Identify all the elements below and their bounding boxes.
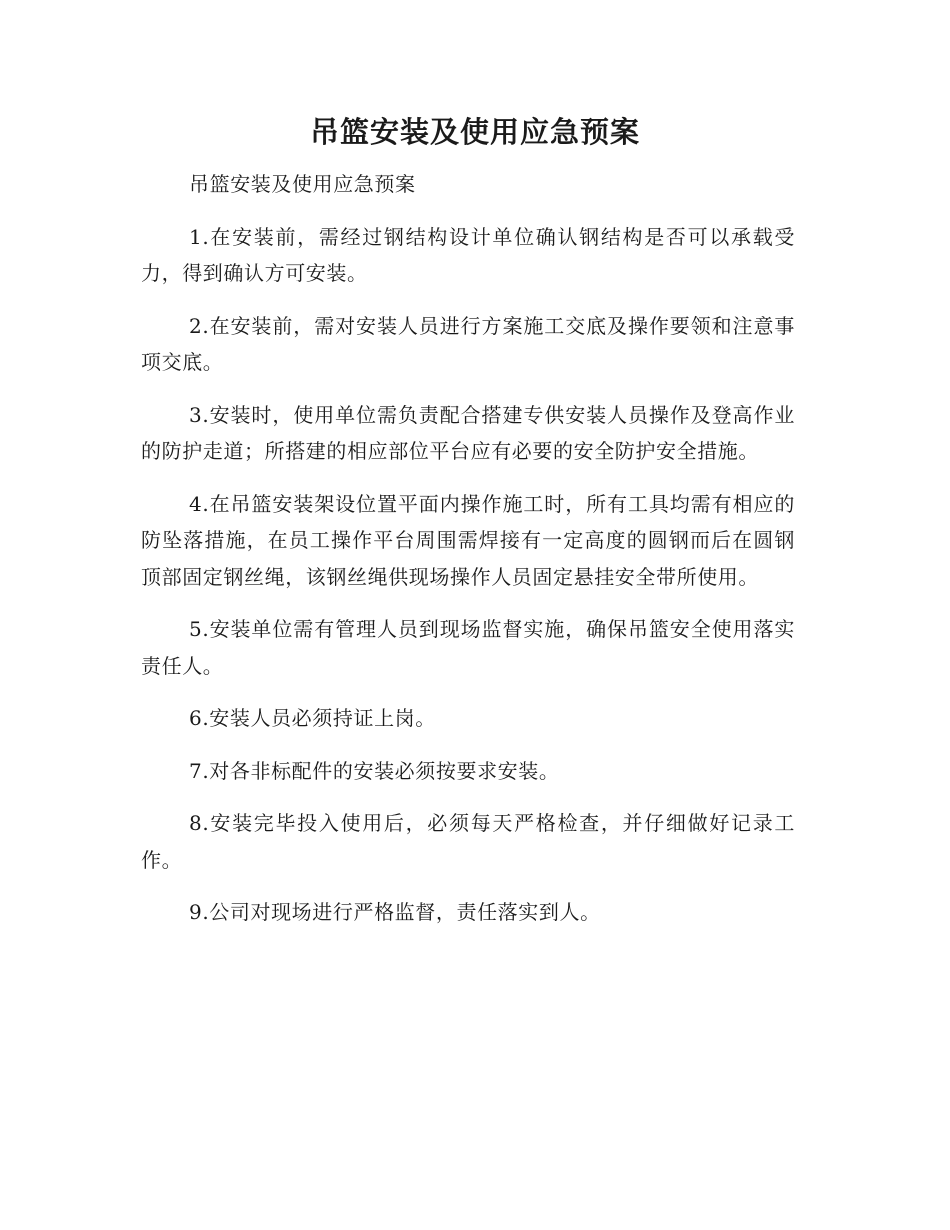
paragraph-7: 7.对各非标配件的安装必须按要求安装。 xyxy=(189,758,560,783)
paragraph-4: 4.在吊篮安装架设位置平面内操作施工时，所有工具均需有相应的防坠落措施，在员工操作平台周围需焊接有一定高度的圆钢而后在圆钢顶部固定钢丝绳，该钢丝绳供现场操作人员固定悬挂安全带所使用。 xyxy=(141,491,795,589)
paragraph-3: 3.安装时，使用单位需负责配合搭建专供安装人员操作及登高作业的防护走道；所搭建的相应部位平台应有必要的安全防护安全措施。 xyxy=(141,402,795,463)
paragraph-8: 8.安装完毕投入使用后，必须每天严格检查，并仔细做好记录工作。 xyxy=(141,811,795,872)
document-title: 吊篮安装及使用应急预案 xyxy=(309,115,640,149)
paragraph-9: 9.公司对现场进行严格监督，责任落实到人。 xyxy=(189,900,601,924)
paragraph-1: 1.在安装前，需经过钢结构设计单位确认钢结构是否可以承载受力，得到确认方可安装。 xyxy=(141,224,795,285)
paragraph-2: 2.在安装前，需对安装人员进行方案施工交底及操作要领和注意事项交底。 xyxy=(141,313,795,374)
paragraph-6: 6.安装人员必须持证上岗。 xyxy=(189,706,436,730)
document-body xyxy=(141,166,795,947)
document-subtitle: 吊篮安装及使用应急预案 xyxy=(189,172,416,196)
paragraph-5: 5.安装单位需有管理人员到现场监督实施，确保吊篮安全使用落实责任人。 xyxy=(141,617,795,678)
